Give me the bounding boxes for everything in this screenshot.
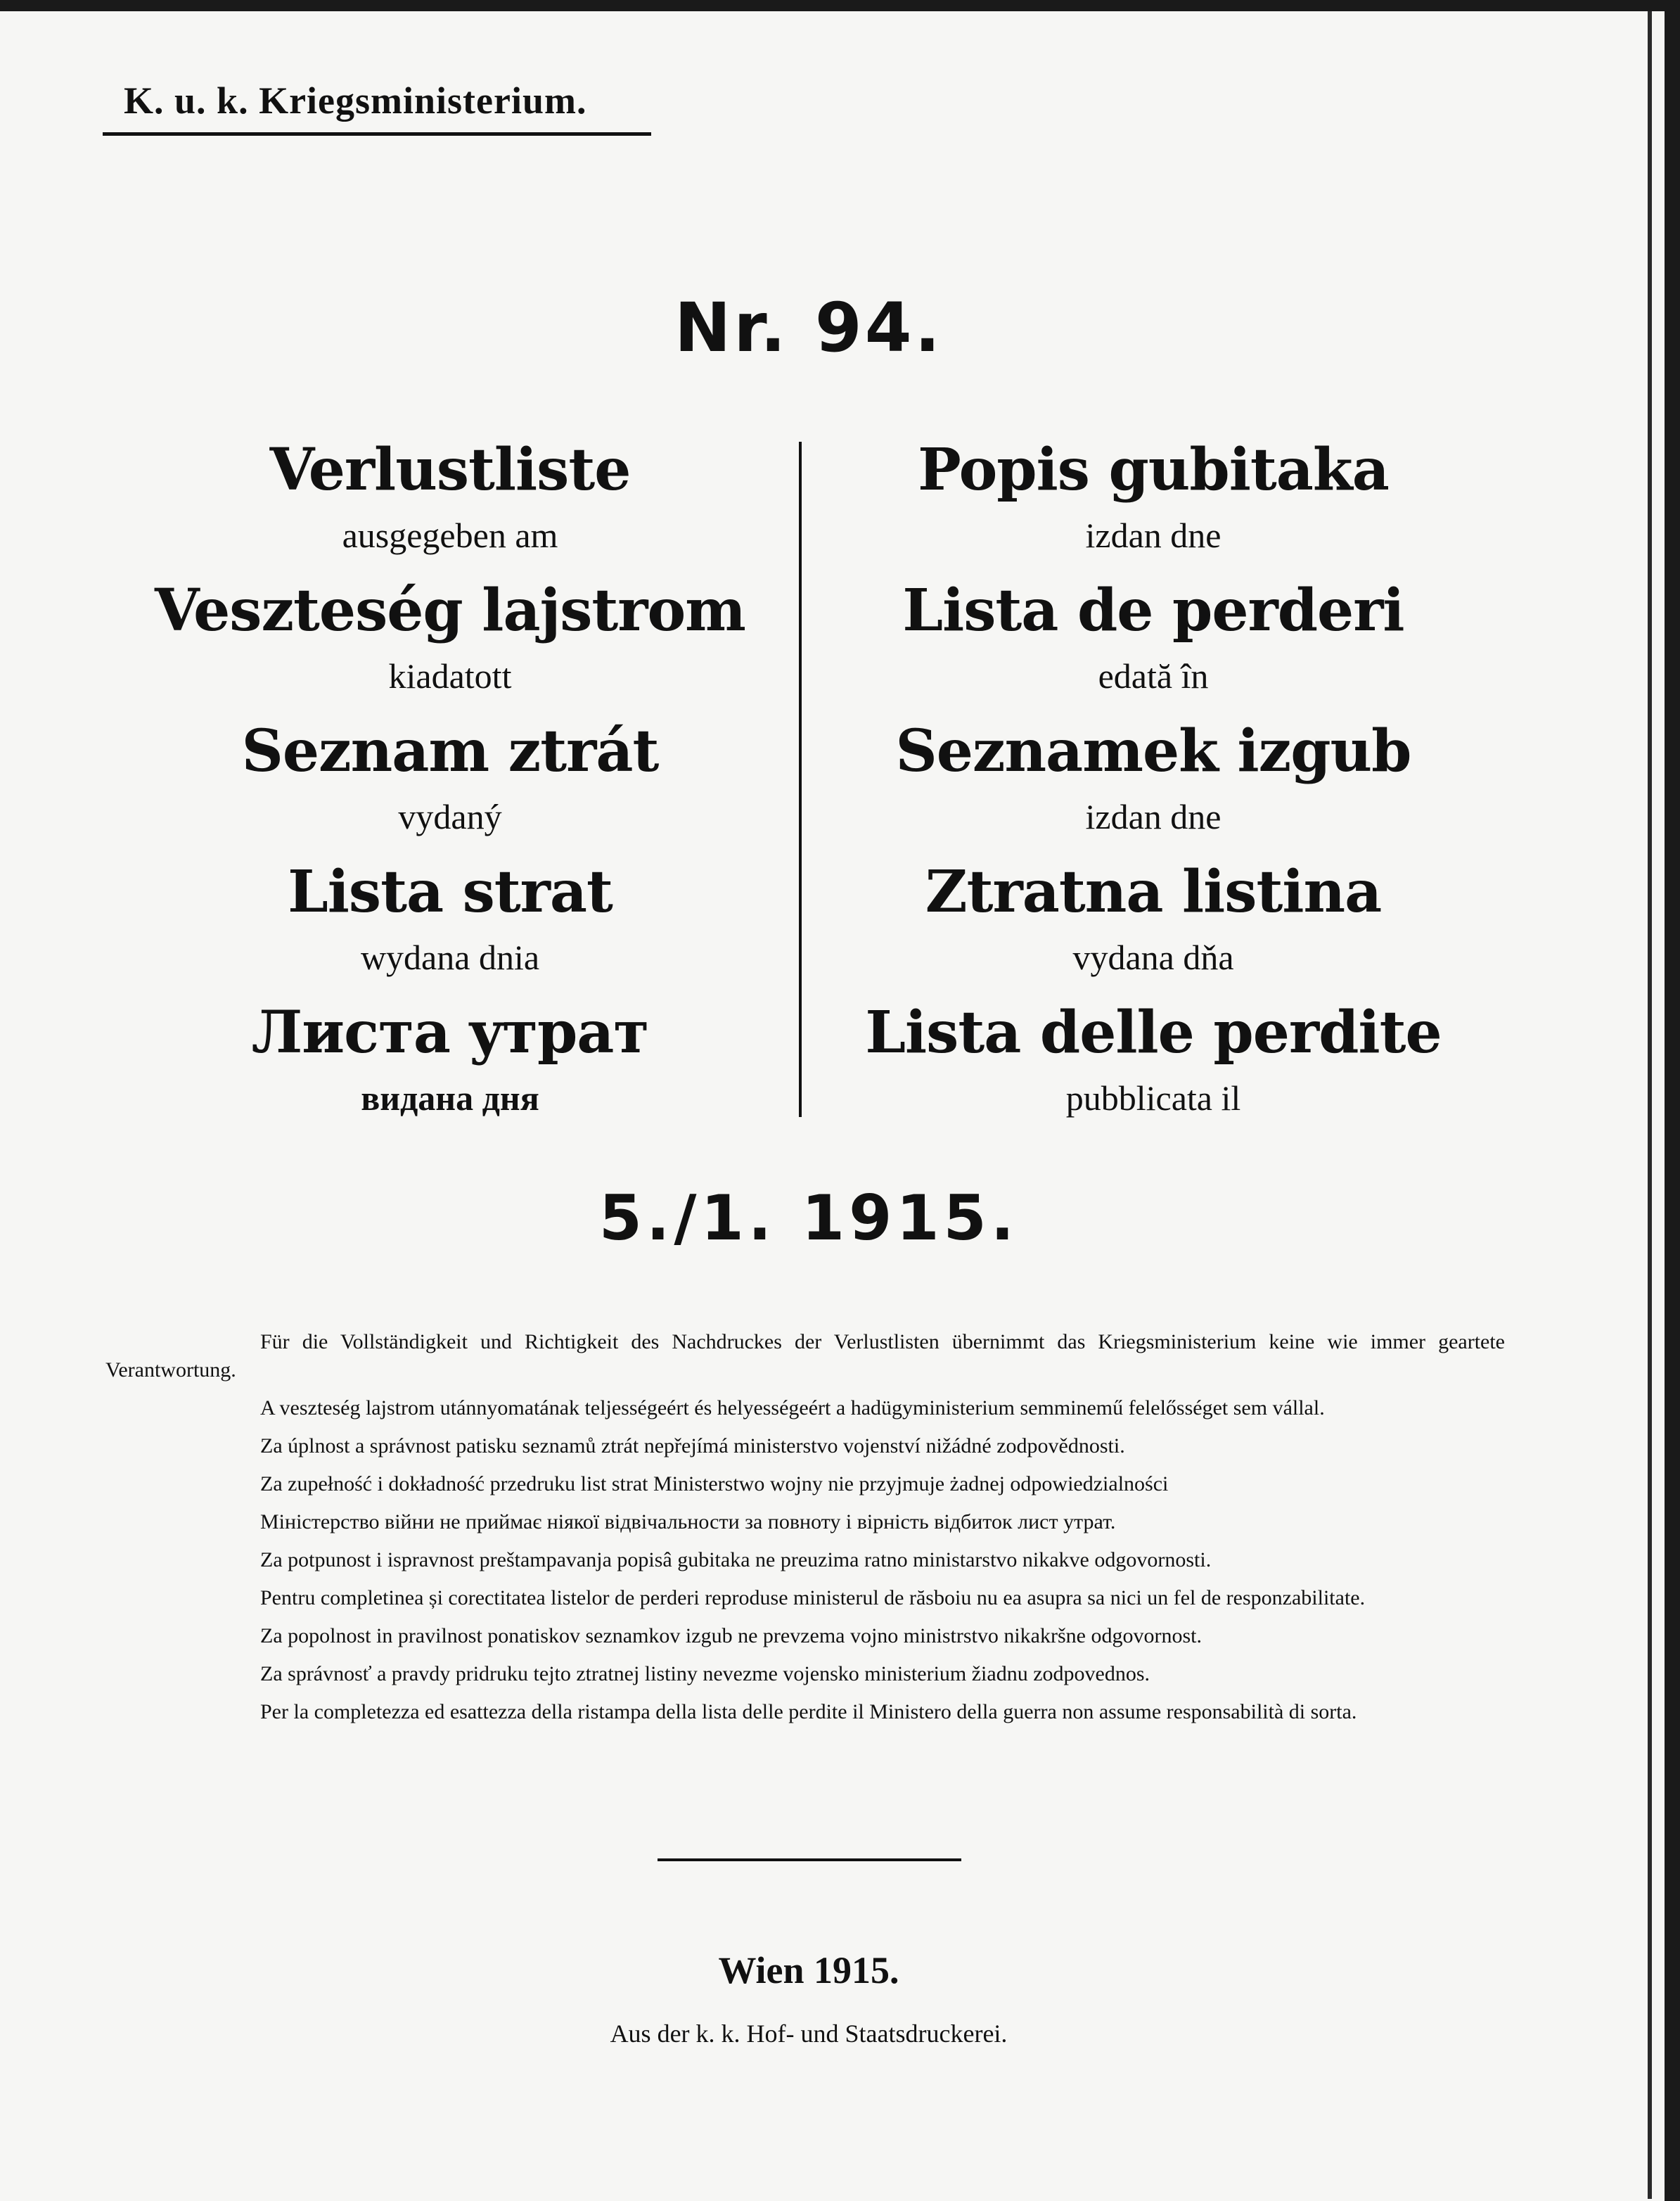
subtitle-german: ausgegeben am [342,516,558,555]
disclaimer-italian: Per la completezza ed esattezza della ristampa della lista delle perdite il Ministero della guerra non assume responsabilità di sorta. [260,1700,1357,1723]
title-czech: Seznam ztrát [241,717,659,785]
disclaimer-hungarian: A veszteség lajstrom utánnyomatának teljességeért és helyességeért a hadügyministerium semminemű felelősséget sem vállal. [260,1396,1325,1420]
subtitle-slovene: izdan dne [1085,797,1221,836]
printer-imprint: Aus der k. k. Hof- und Staatsdruckerei. [610,2020,1008,2048]
title-slovak: Ztratna listina [925,858,1382,926]
subtitle-italian: pubblicata il [1065,1078,1241,1118]
title-polish: Lista strat [288,858,613,926]
subtitle-czech: vydaný [398,797,502,836]
disclaimer-slovak: Za správnosť a pravdy pridruku tejto ztratnej listiny nevezme vojensko ministerium žiadnu zodpovednos. [260,1662,1150,1685]
title-hungarian: Veszteség lajstrom [155,577,745,644]
title-german: Verlustliste [269,436,631,504]
subtitle-ruthenian: видана дня [361,1078,539,1118]
subtitle-slovak: vydana dňa [1072,938,1234,977]
disclaimer-polish: Za zupełność i dokładność przedruku list strat Ministerstwo wojny nie przyjmuje żadnej odpowiedzialności [260,1472,1169,1495]
page-border-right [1665,0,1680,2201]
disclaimer-block [105,1328,1505,1736]
disclaimer-german: Für die Vollständigkeit und Richtigkeit des Nachdruckes der Verlustlisten übernimmt das Kriegsministerium keine wie immer geartete Verantwortung. [105,1330,1505,1382]
city-year: Wien 1915. [718,1949,899,1991]
title-croatian: Popis gubitaka [918,436,1389,504]
titles-left-column [98,429,802,1133]
title-slovene: Seznamek izgub [895,717,1411,785]
title-italian: Lista delle perdite [865,999,1442,1066]
subtitle-polish: wydana dnia [360,938,540,977]
subtitle-romanian: edată în [1098,656,1209,696]
publication-date: 5./1. 1915. [598,1182,1019,1254]
titles-right-column [802,429,1505,1133]
footer-rule [658,1858,961,1861]
subtitle-hungarian: kiadatott [388,656,512,696]
subtitle-croatian: izdan dne [1085,516,1221,555]
disclaimer-croatian: Za potpunost i ispravnost preštampavanja popisâ gubitaka ne preuzima ratno ministarstvo nikakve odgovornosti. [260,1548,1212,1571]
issue-number: Nr. 94. [674,288,943,367]
title-romanian: Lista de perderi [902,577,1404,644]
disclaimer-czech: Za úplnost a správnost patisku seznamů ztrát nepřejímá ministerstvo vojenství nižádné zodpovědnosti. [260,1434,1125,1457]
disclaimer-ruthenian: Міністерство війни не приймає ніякої відвічальности за повноту і вірність відбиток лист утрат. [260,1510,1116,1533]
page-border-top [0,0,1680,11]
disclaimer-slovene: Za popolnost in pravilnost ponatiskov seznamkov izgub ne prevzema vojno ministrstvo nikakršne odgovornost. [260,1624,1202,1647]
disclaimer-romanian: Pentru completinea și corectitatea listelor de perderi reproduse ministerul de răsboiu nu ea asupra sa nici un fel de responzabilitate. [260,1586,1366,1609]
title-ruthenian: Лиcтa yтpaт [251,999,649,1066]
ministry-header: K. u. k. Kriegsministerium. [103,79,651,136]
page-border-inner [1648,11,1652,2199]
